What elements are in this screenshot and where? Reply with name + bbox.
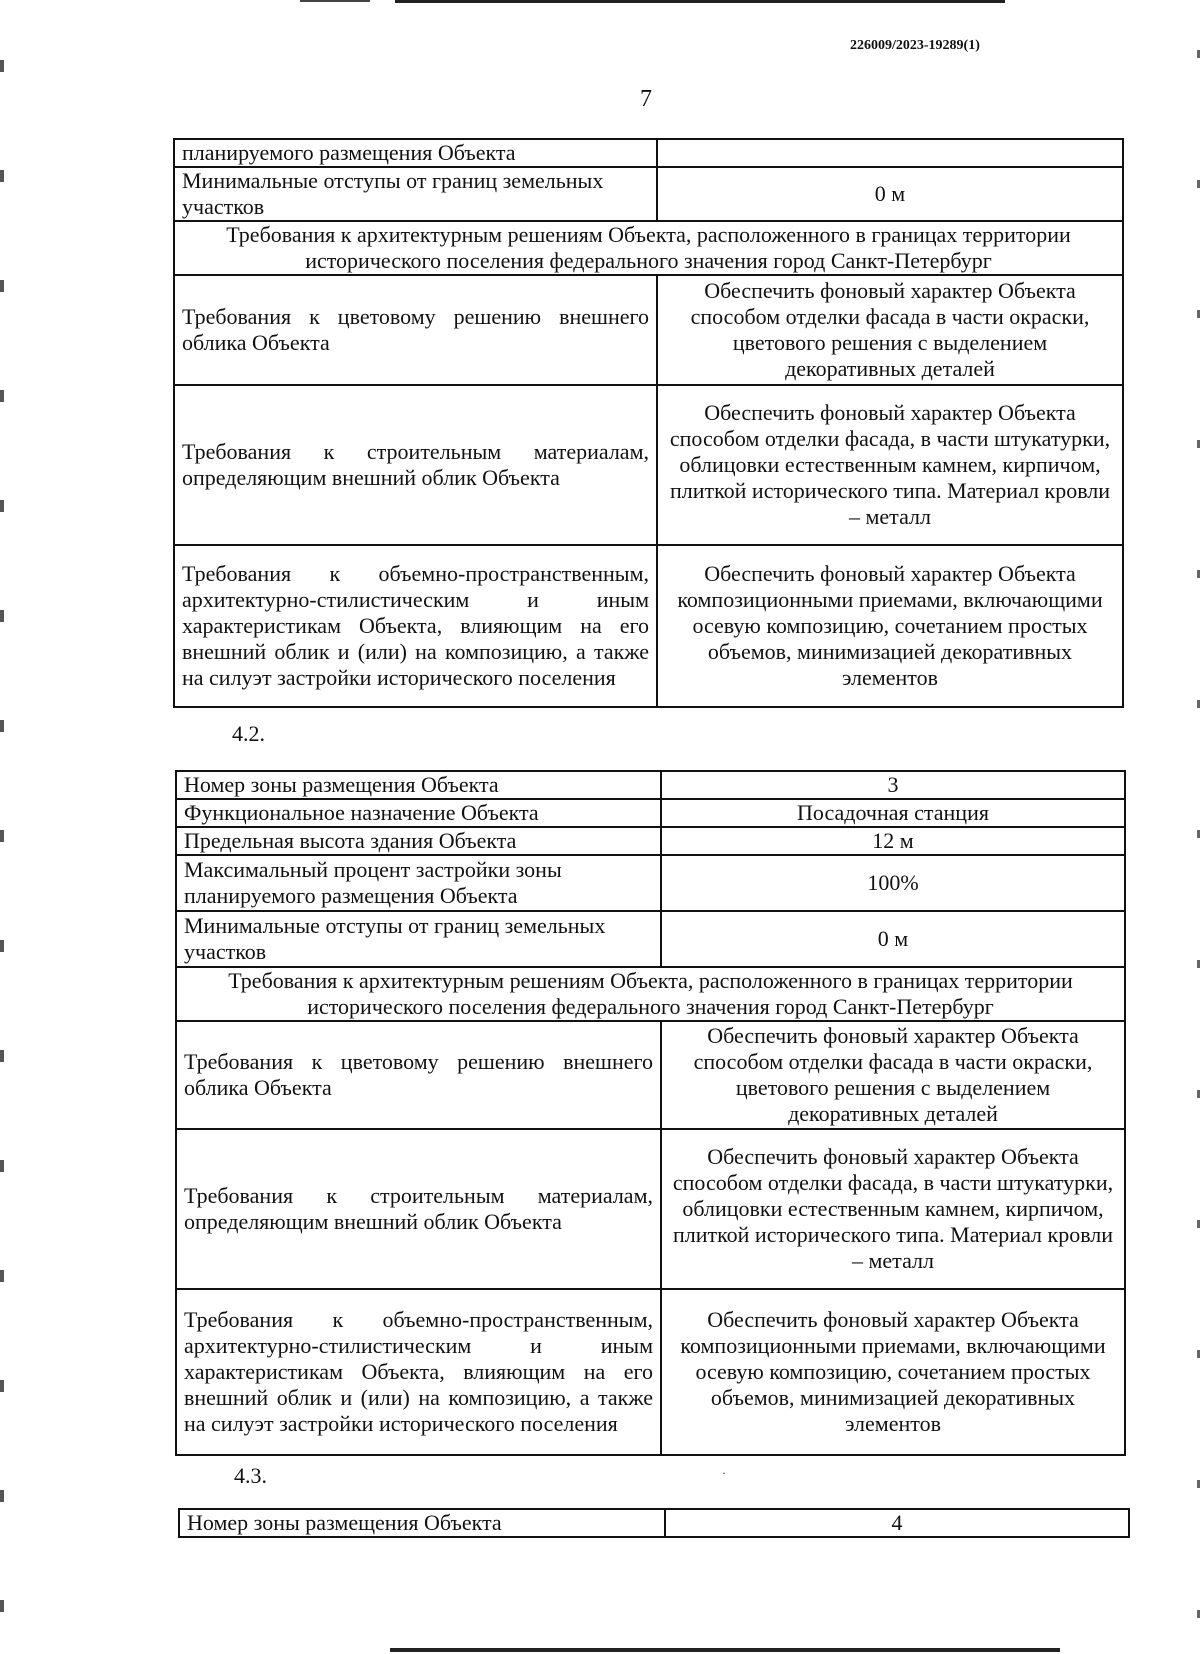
table-section-header: [174, 221, 1123, 275]
table-row: [174, 545, 1123, 707]
table-row: [176, 855, 1125, 911]
table-row: [176, 827, 1125, 855]
table-row: [174, 139, 1123, 167]
row-value: 4: [665, 1509, 1129, 1537]
scan-artifact-top-left: [300, 0, 370, 2]
row-value: 0 м: [661, 911, 1125, 967]
table-row: [179, 1509, 1129, 1537]
requirements-table-zone-3: [175, 770, 1126, 1456]
page-number: 7: [640, 86, 652, 112]
row-value: Обеспечить фоновый характер Объекта способом отделки фасада в части окраски, цветового решения с выделением декоративных деталей: [657, 275, 1123, 385]
requirements-table-zone-2: [173, 138, 1124, 708]
row-value: [657, 139, 1123, 167]
scan-edge-marks-left: [0, 0, 4, 1654]
row-label: Минимальные отступы от границ земельных участков: [174, 167, 657, 221]
table-row: [174, 385, 1123, 545]
table-row: [176, 911, 1125, 967]
row-label: Требования к цветовому решению внешнего облика Объекта: [176, 1021, 661, 1129]
table-row: [176, 1129, 1125, 1289]
row-value: Обеспечить фоновый характер Объекта композиционными приемами, включающими осевую композицию, сочетанием простых объемов, минимизацией декоративных элементов: [661, 1289, 1125, 1455]
row-label: Требования к строительным материалам, определяющим внешний облик Объекта: [176, 1129, 661, 1289]
row-value: 12 м: [661, 827, 1125, 855]
architecture-requirements-title: Требования к архитектурным решениям Объекта, расположенного в границах территории исторического поселения федерального значения город Санкт-Петербург: [176, 967, 1125, 1021]
document-number: 226009/2023-19289(1): [850, 38, 980, 53]
row-value: 100%: [661, 855, 1125, 911]
table-row: [176, 799, 1125, 827]
row-label: планируемого размещения Объекта: [174, 139, 657, 167]
row-label: Требования к объемно-пространственным, архитектурно-стилистическим и иным характеристикам Объекта, влияющим на его внешний облик и (или) на композицию, а также на силуэт застройки исторического поселения: [176, 1289, 661, 1455]
scan-dot: ·: [722, 1466, 726, 1480]
row-label: Требования к объемно-пространственным, архитектурно-стилистическим и иным характеристикам Объекта, влияющим на его внешний облик и (или) на композицию, а также на силуэт застройки исторического поселения: [174, 545, 657, 707]
row-value: Обеспечить фоновый характер Объекта способом отделки фасада, в части штукатурки, облицовки естественным камнем, кирпичом, плиткой исторического типа. Материал кровли – металл: [661, 1129, 1125, 1289]
row-label: Номер зоны размещения Объекта: [179, 1509, 665, 1537]
table-row: [176, 771, 1125, 799]
row-value: Обеспечить фоновый характер Объекта композиционными приемами, включающими осевую композицию, сочетанием простых объемов, минимизацией декоративных элементов: [657, 545, 1123, 707]
row-value: 3: [661, 771, 1125, 799]
table-row: [174, 167, 1123, 221]
scan-artifact-bottom: [390, 1648, 1060, 1652]
table-section-header: [176, 967, 1125, 1021]
section-number-4-2: 4.2.: [232, 721, 265, 746]
row-label: Требования к строительным материалам, определяющим внешний облик Объекта: [174, 385, 657, 545]
architecture-requirements-title: Требования к архитектурным решениям Объекта, расположенного в границах территории исторического поселения федерального значения город Санкт-Петербург: [174, 221, 1123, 275]
row-value: Посадочная станция: [661, 799, 1125, 827]
row-label: Номер зоны размещения Объекта: [176, 771, 661, 799]
row-label: Предельная высота здания Объекта: [176, 827, 661, 855]
table-row: [176, 1289, 1125, 1455]
table-row: [176, 1021, 1125, 1129]
row-value: Обеспечить фоновый характер Объекта способом отделки фасада, в части штукатурки, облицовки естественным камнем, кирпичом, плиткой исторического типа. Материал кровли – металл: [657, 385, 1123, 545]
row-label: Функциональное назначение Объекта: [176, 799, 661, 827]
section-number-4-3: 4.3.: [234, 1463, 267, 1488]
row-value: 0 м: [657, 167, 1123, 221]
scan-artifact-top: [395, 0, 1005, 3]
row-label: Максимальный процент застройки зоны планируемого размещения Объекта: [176, 855, 661, 911]
row-label: Минимальные отступы от границ земельных участков: [176, 911, 661, 967]
table-row: [174, 275, 1123, 385]
row-label: Требования к цветовому решению внешнего облика Объекта: [174, 275, 657, 385]
row-value: Обеспечить фоновый характер Объекта способом отделки фасада в части окраски, цветового решения с выделением декоративных деталей: [661, 1021, 1125, 1129]
requirements-table-zone-4: [178, 1508, 1130, 1538]
